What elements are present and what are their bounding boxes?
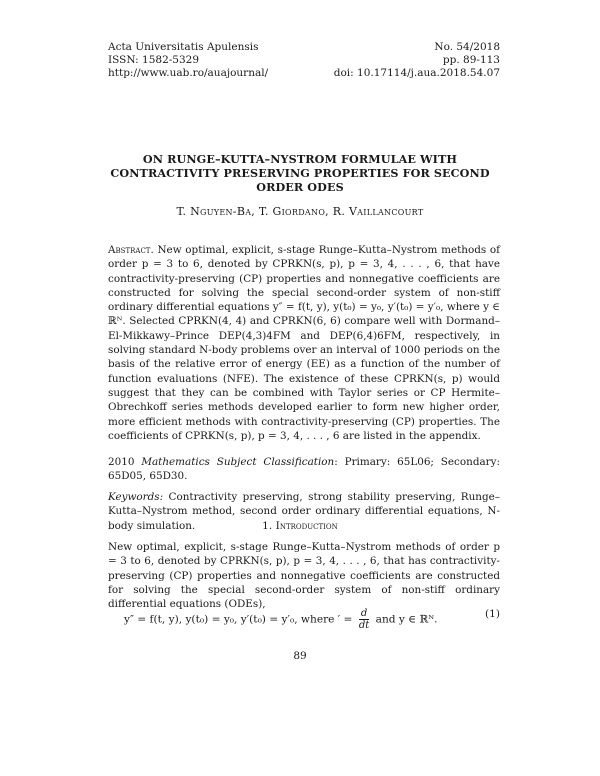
keywords-text: Contractivity preserving, strong stability preserving, Runge–Kutta–Nystrom method, second order ordinary differential equations, N-body simulation. (108, 491, 500, 532)
abstract-heading: Abstract. (108, 244, 154, 256)
keywords-label: Keywords: (108, 491, 164, 503)
msc-classification (108, 455, 500, 484)
msc-text: : Primary: 65L06; Secondary: 65D05, 65D30. (108, 456, 500, 483)
title-line-3: ORDER ODES (256, 180, 344, 194)
authors: T. Nguyen-Ba, T. Giordano, R. Vaillancourt (176, 205, 424, 218)
fraction-numerator: d (359, 608, 369, 620)
page-number: 89 (293, 650, 307, 662)
issn: ISSN: 1582-5329 (108, 54, 200, 66)
title-line-1: ON RUNGE–KUTTA–NYSTROM FORMULAE WITH (142, 152, 458, 166)
paper-title (100, 152, 500, 194)
abstract-text: New optimal, explicit, s-stage Runge–Kutta–Nystrom methods of order p = 3 to 6, denoted by CPRKN(s, p), p = 3, 4, . . . , 6, that have contractivity-preserving (CP) properties and nonnegative coefficients are constructed for solving the special second-order system of non-stiff ordinary differential equations y″ = f(t, y), y(t₀) = y₀, y′(t₀) = y′₀, where y ∈ ℝᴺ. Selected CPRKN(4, 4) and CPRKN(6, 6) compare well with Dormand–El-Mikkawy–Prince DEP(4,3)4FM and DEP(6,4)6FM, respectively, in solving standard N-body problems over an interval of 1000 periods on the basis of the relative error of energy (EE) as a function of the number of function evaluations (NFE). The existence of these CPRKN(s, p) would suggest that they can be combined with Taylor series or CP Hermite–Obrechkoff series methods developed earlier to form new higher order, more efficient methods with contractivity-preserving (CP) properties. The coefficients of CPRKN(s, p), p = 3, 4, . . . , 6 are listed in the appendix. (108, 244, 500, 442)
journal-url[interactable]: http://www.uab.ro/auajournal/ (108, 67, 269, 79)
page-range: pp. 89-113 (442, 54, 500, 66)
intro-paragraph: New optimal, explicit, s-stage Runge–Kutta–Nystrom methods of order p = 3 to 6, denoted by CPRKN(s, p), p = 3, 4, . . . , 6, that has contractivity-preserving (CP) properties and nonnegative coefficients are constructed for solving the special second-order system of non-stiff ordinary differential equations (ODEs), (108, 541, 500, 611)
journal-header-right (334, 41, 500, 80)
equation-lhs: y″ = f(t, y), y(t₀) = y₀, y′(t₀) = y′₀, where ′ = (124, 613, 353, 626)
equation-rhs: and y ∈ ℝᴺ. (375, 613, 438, 626)
equation-number: (1) (484, 608, 500, 620)
section-heading: 1. Introduction (262, 520, 338, 532)
journal-name: Acta Universitatis Apulensis (108, 41, 259, 53)
equation-body (124, 608, 437, 631)
fraction-denominator: dt (358, 620, 370, 631)
msc-year: 2010 (108, 456, 135, 468)
equation-1 (108, 600, 500, 634)
journal-header-left (108, 41, 268, 80)
derivative-fraction (359, 608, 369, 631)
title-line-2: CONTRACTIVITY PRESERVING PROPERTIES FOR SECOND (110, 166, 490, 180)
issue-number: No. 54/2018 (434, 41, 500, 53)
msc-label: Mathematics Subject Classification (141, 456, 335, 468)
doi[interactable]: doi: 10.17114/j.aua.2018.54.07 (333, 67, 500, 79)
abstract (108, 243, 500, 443)
